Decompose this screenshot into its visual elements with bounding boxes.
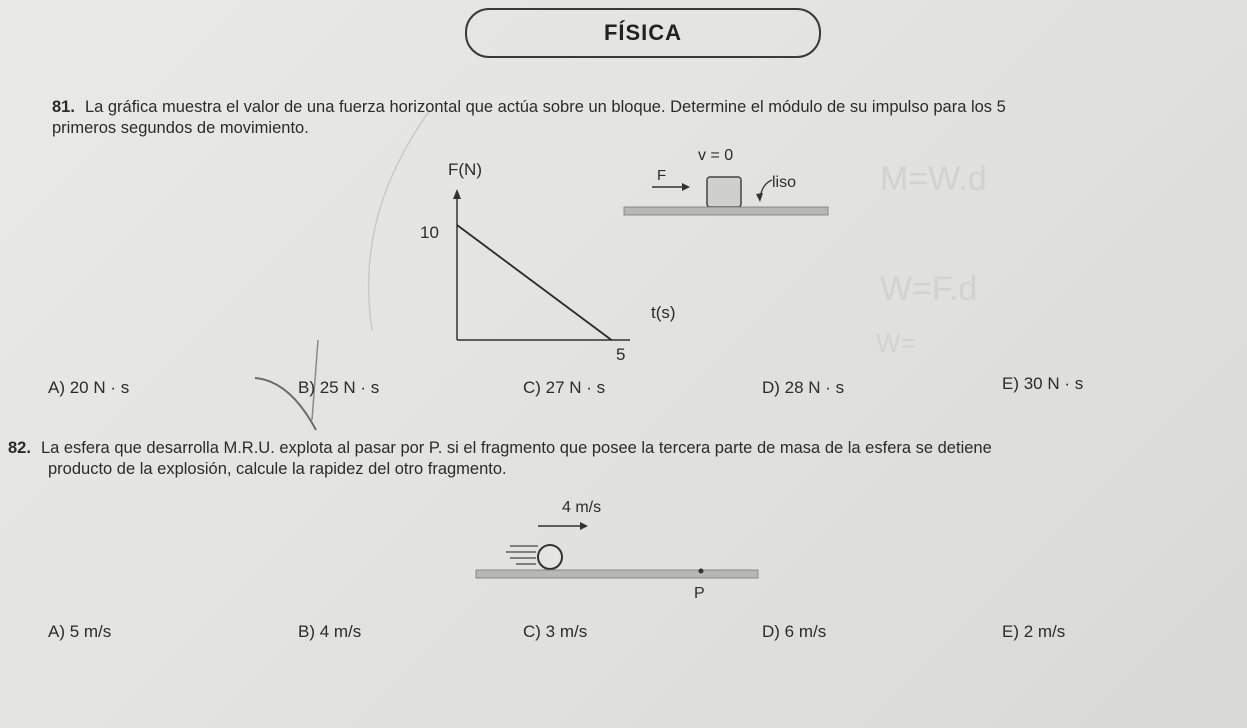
option-d-82[interactable]: D) 6 m/s <box>762 622 827 641</box>
subject-title: FÍSICA <box>603 20 683 45</box>
option-d-81[interactable]: D) 28 N · s <box>762 378 845 397</box>
point-p-marker <box>699 569 704 574</box>
option-a-82[interactable]: A) 5 m/s <box>48 622 112 641</box>
sphere <box>538 545 562 569</box>
force-line <box>457 225 611 340</box>
option-b-81[interactable]: B) 25 N · s <box>298 378 380 397</box>
question-text-line2: producto de la explosión, calcule la rapidez del otro fragmento. <box>48 460 507 478</box>
question-82 <box>8 438 1247 480</box>
y-axis-arrow <box>453 189 461 199</box>
block-diagram <box>620 140 835 225</box>
point-p-label: P <box>694 585 705 602</box>
subject-header <box>465 8 821 58</box>
speed-label: 4 m/s <box>562 499 602 516</box>
velocity-label: v = 0 <box>698 147 734 164</box>
option-e-81[interactable]: E) 30 N · s <box>1002 374 1084 393</box>
y-axis-label: F(N) <box>448 160 482 179</box>
svg-text:W=: W= <box>876 328 916 358</box>
ground-surface <box>476 570 758 578</box>
y-tick-10: 10 <box>420 223 439 242</box>
svg-text:M=W.d: M=W.d <box>880 160 987 198</box>
ground-surface <box>624 207 828 215</box>
question-81 <box>52 97 1247 139</box>
option-a-81[interactable]: A) 20 N · s <box>48 378 130 397</box>
question-number: 81. <box>52 98 75 116</box>
x-axis-label: t(s) <box>651 303 676 322</box>
question-text-line1: La esfera que desarrolla M.R.U. explota al pasar por P. si el fragmento que posee la tercera parte de masa de la esfera se detiene <box>40 439 992 457</box>
x-tick-5: 5 <box>616 345 626 364</box>
question-text-line2: primeros segundos de movimiento. <box>52 119 309 137</box>
option-b-82[interactable]: B) 4 m/s <box>298 622 362 641</box>
question-text-line1: La gráfica muestra el valor de una fuerza horizontal que actúa sobre un bloque. Determine el módulo de su impulso para los 5 <box>84 98 1006 116</box>
force-arrowhead-icon <box>682 183 690 191</box>
question-number: 82. <box>8 439 31 457</box>
option-e-82[interactable]: E) 2 m/s <box>1002 622 1066 641</box>
option-c-82[interactable]: C) 3 m/s <box>523 622 588 641</box>
surface-label: liso <box>772 174 797 191</box>
svg-text:W=F.d: W=F.d <box>880 270 978 308</box>
option-c-81[interactable]: C) 27 N · s <box>523 378 606 397</box>
sphere-diagram <box>470 488 770 608</box>
force-label: F <box>657 167 667 184</box>
block <box>707 177 741 207</box>
